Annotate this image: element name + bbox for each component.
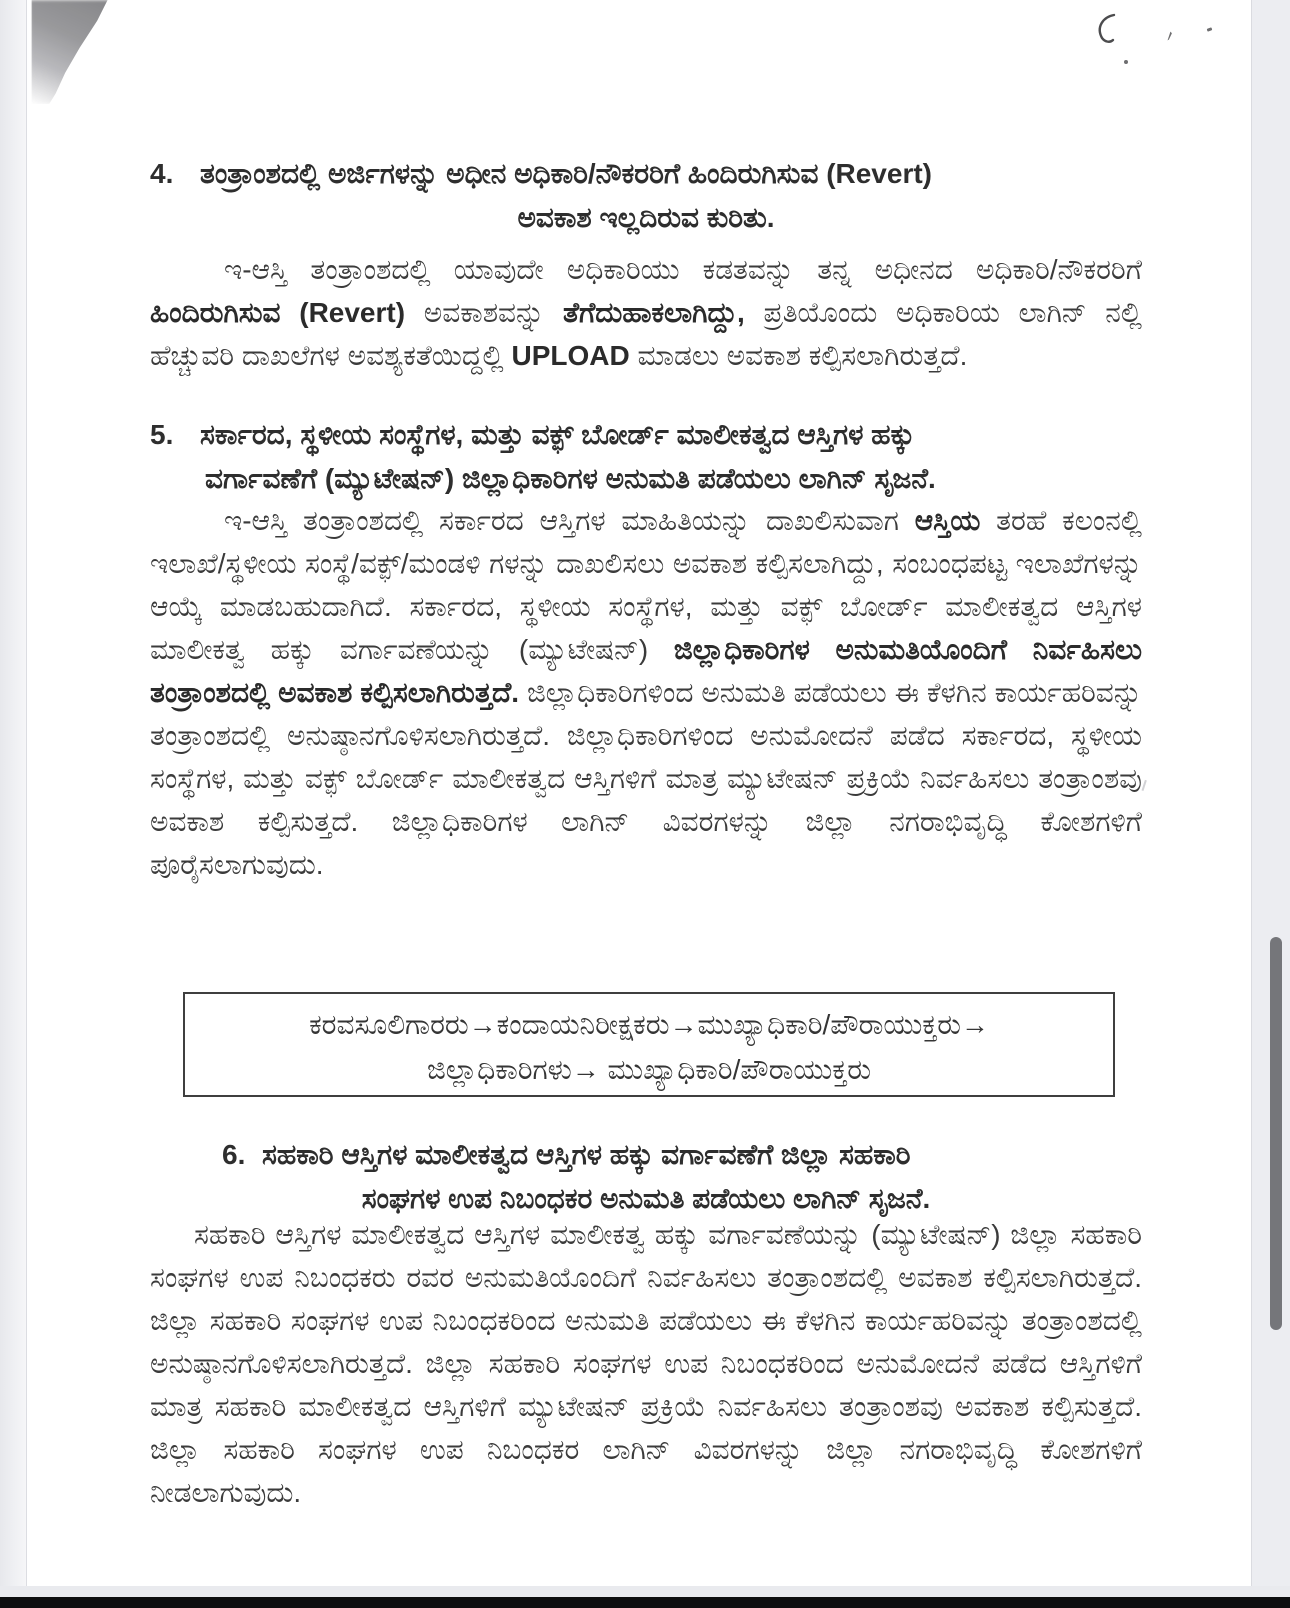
item-4-number: 4.: [150, 158, 174, 189]
item-5-heading-text: ಸರ್ಕಾರದ, ಸ್ಥಳೀಯ ಸಂಸ್ಥೆಗಳ, ಮತ್ತು ವಕ್ಫ್ ಬೋರ್ಡ್ ಮಾಲೀಕತ್ವದ ಆಸ್ತಿಗಳ ಹಕ್ಕು: [200, 419, 915, 450]
workflow-line-1: ಕರವಸೂಲಿಗಾರರು→ಕಂದಾಯನಿರೀಕ್ಷಕರು→ಮುಖ್ಯಾಧಿಕಾರಿ/ಪೌರಾಯುಕ್ತರು→: [309, 1009, 989, 1040]
text-segment: UPLOAD: [511, 340, 630, 371]
item-4-heading-line1: [150, 152, 1142, 196]
text-segment: ತೆಗೆದುಹಾಕಲಾಗಿದ್ದು,: [563, 297, 745, 328]
item-4-paragraph: [150, 248, 1142, 377]
pen-scribble-c-icon: [1094, 12, 1120, 48]
item-6-heading: [150, 1133, 1142, 1221]
text-segment: ಅವಕಾಶವನ್ನು: [423, 297, 563, 328]
text-segment: ತರಹೆ ಕಲಂನಲ್ಲಿ ಇಲಾಖೆ/ಸ್ಥಳೀಯ ಸಂಸ್ಥೆ/ವಕ್ಫ್/ಮಂಡಳಿ ಗಳನ್ನು ದಾಖಲಿಸಲು ಅವಕಾಶ ಕಲ್ಪಿಸಲಾಗಿದ್ದು, ಸಂಬಂಧಪಟ್ಟ ಇಲಾಖೆಗಳನ್ನು ಆಯ್ಕೆ ಮಾಡಬಹುದಾಗಿದೆ. ಸರ್ಕಾರದ, ಸ್ಥಳೀಯ ಸಂಸ್ಥೆಗಳ, ಮತ್ತು ವಕ್ಫ್ ಬೋರ್ಡ್ ಮಾಲೀಕತ್ವದ ಆಸ್ತಿಗಳ ಮಾಲೀಕತ್ವ ಹಕ್ಕು ವರ್ಗಾವಣೆಯನ್ನು (ಮ್ಯುಟೇಷನ್): [150, 505, 1142, 665]
item-4-heading-text: ತಂತ್ರಾಂಶದಲ್ಲಿ ಅರ್ಜಿಗಳನ್ನು ಅಧೀನ ಅಧಿಕಾರಿ/ನೌಕರರಿಗೆ ಹಿಂದಿರುಗಿಸುವ (Revert): [200, 158, 933, 189]
item-5-heading-line1: [150, 413, 1142, 457]
item-6-heading-line1: [222, 1133, 1142, 1177]
item-5-heading: [150, 413, 1142, 501]
scrollbar-thumb[interactable]: [1270, 937, 1282, 1330]
text-segment: ಇ-ಆಸ್ತಿ ತಂತ್ರಾಂಶದಲ್ಲಿ ಸರ್ಕಾರದ ಆಸ್ತಿಗಳ ಮಾಹಿತಿಯನ್ನು ದಾಖಲಿಸುವಾಗ: [224, 505, 915, 536]
text-segment: ಜಿಲ್ಲಾಧಿಕಾರಿಗಳ ಅನುಮತಿಯೊಂದಿಗೆ ನಿರ್ವಹಿಸಲು ತಂತ್ರಾಂಶದಲ್ಲಿ ಅವಕಾಶ ಕಲ್ಪಿಸಲಾಗಿರುತ್ತದೆ.: [150, 634, 1142, 708]
document-page: [27, 0, 1251, 1586]
item-5-heading-line2: ವರ್ಗಾವಣೆಗೆ (ಮ್ಯುಟೇಷನ್) ಜಿಲ್ಲಾಧಿಕಾರಿಗಳ ಅನುಮತಿ ಪಡೆಯಲು ಲಾಗಿನ್ ಸೃಜನೆ.: [205, 463, 936, 494]
scrollbar-track[interactable]: [1251, 0, 1290, 1608]
left-margin-gutter: [0, 0, 27, 1608]
item-5-number: 5.: [150, 419, 174, 450]
ink-dot-icon: [1124, 60, 1128, 64]
text-segment: ಹಿಂದಿರುಗಿಸುವ (Revert): [150, 297, 424, 328]
item-6-number: 6.: [222, 1139, 246, 1170]
item-4-heading: [150, 152, 1142, 240]
text-segment: ಪ್ರತಿಯೊಂದು ಅಧಿಕಾರಿಯ ಲಾಗಿನ್ ನಲ್ಲಿ ಹೆಚ್ಚುವರಿ ದಾಖಲೆಗಳ ಅವಶ್ಯಕತೆಯಿದ್ದಲ್ಲಿ: [150, 297, 1142, 371]
text-segment: ಇ-ಆಸ್ತಿ ತಂತ್ರಾಂಶದಲ್ಲಿ ಯಾವುದೇ ಅಧಿಕಾರಿಯು ಕಡತವನ್ನು ತನ್ನ ಅಧೀನದ ಅಧಿಕಾರಿ/ನೌಕರರಿಗೆ: [224, 254, 1142, 285]
workflow-line-2: ಜಿಲ್ಲಾಧಿಕಾರಿಗಳು→ ಮುಖ್ಯಾಧಿಕಾರಿ/ಪೌರಾಯುಕ್ತರು: [426, 1054, 872, 1085]
item-4-heading-line2: ಅವಕಾಶ ಇಲ್ಲದಿರುವ ಕುರಿತು.: [517, 202, 775, 233]
item-5-paragraph: [150, 499, 1142, 886]
text-segment: ಮಾಡಲು ಅವಕಾಶ ಕಲ್ಪಿಸಲಾಗಿರುತ್ತದೆ.: [629, 340, 968, 371]
text-segment: ಆಸ್ತಿಯ: [914, 505, 981, 536]
item-6-heading-text: ಸಹಕಾರಿ ಆಸ್ತಿಗಳ ಮಾಲೀಕತ್ವದ ಆಸ್ತಿಗಳ ಹಕ್ಕು ವರ್ಗಾವಣೆಗೆ ಜಿಲ್ಲಾ ಸಹಕಾರಿ: [262, 1139, 911, 1170]
text-segment: ಸಹಕಾರಿ ಆಸ್ತಿಗಳ ಮಾಲೀಕತ್ವದ ಆಸ್ತಿಗಳ ಮಾಲೀಕತ್ವ ಹಕ್ಕು ವರ್ಗಾವಣೆಯನ್ನು (ಮ್ಯುಟೇಷನ್) ಜಿಲ್ಲಾ ಸಹಕಾರಿ ಸಂಘಗಳ ಉಪ ನಿಬಂಧಕರು ರವರ ಅನುಮತಿಯೊಂದಿಗೆ ನಿರ್ವಹಿಸಲು ತಂತ್ರಾಂಶದಲ್ಲಿ ಅವಕಾಶ ಕಲ್ಪಿಸಲಾಗಿರುತ್ತದೆ. ಜಿಲ್ಲಾ ಸಹಕಾರಿ ಸಂಘಗಳ ಉಪ ನಿಬಂಧಕರಿಂದ ಅನುಮತಿ ಪಡೆಯಲು ಈ ಕೆಳಗಿನ ಕಾರ್ಯಹರಿವನ್ನು ತಂತ್ರಾಂಶದಲ್ಲಿ ಅನುಷ್ಠಾನಗೊಳಿಸಲಾಗಿರುತ್ತದೆ. ಜಿಲ್ಲಾ ಸಹಕಾರಿ ಸಂಘಗಳ ಉಪ ನಿಬಂಧಕರಿಂದ ಅನುಮೋದನೆ ಪಡೆದ ಆಸ್ತಿಗಳಿಗೆ ಮಾತ್ರ ಸಹಕಾರಿ ಮಾಲೀಕತ್ವದ ಆಸ್ತಿಗಳಿಗೆ ಮ್ಯುಟೇಷನ್ ಪ್ರಕ್ರಿಯೆ ನಿರ್ವಹಿಸಲು ತಂತ್ರಾಂಶವು ಅವಕಾಶ ಕಲ್ಪಿಸುತ್ತದೆ. ಜಿಲ್ಲಾ ಸಹಕಾರಿ ಸಂಘಗಳ ಉಪ ನಿಬಂಧಕರ ಲಾಗಿನ್ ವಿವರಗಳನ್ನು ಜಿಲ್ಲಾ ನಗರಾಭಿವೃದ್ಧಿ ಕೋಶಗಳಿಗೆ ನೀಡಲಾಗುವುದು.: [150, 1219, 1142, 1508]
item-6-heading-line2: ಸಂಘಗಳ ಉಪ ನಿಬಂಧಕರ ಅನುಮತಿ ಪಡೆಯಲು ಲಾಗಿನ್ ಸೃಜನೆ.: [361, 1183, 931, 1214]
workflow-box: [183, 992, 1115, 1097]
bottom-system-bar: [0, 1597, 1290, 1608]
text-segment: ಜಿಲ್ಲಾಧಿಕಾರಿಗಳಿಂದ ಅನುಮತಿ ಪಡೆಯಲು ಈ ಕೆಳಗಿನ ಕಾರ್ಯಹರಿವನ್ನು ತಂತ್ರಾಂಶದಲ್ಲಿ ಅನುಷ್ಠಾನಗೊಳಿಸಲಾಗಿರುತ್ತದೆ. ಜಿಲ್ಲಾಧಿಕಾರಿಗಳಿಂದ ಅನುಮೋದನೆ ಪಡೆದ ಸರ್ಕಾರದ, ಸ್ಥಳೀಯ ಸಂಸ್ಥೆಗಳ, ಮತ್ತು ವಕ್ಫ್ ಬೋರ್ಡ್ ಮಾಲೀಕತ್ವದ ಆಸ್ತಿಗಳಿಗೆ ಮಾತ್ರ ಮ್ಯುಟೇಷನ್ ಪ್ರಕ್ರಿಯೆ ನಿರ್ವಹಿಸಲು ತಂತ್ರಾಂಶವು ಅವಕಾಶ ಕಲ್ಪಿಸುತ್ತದೆ. ಜಿಲ್ಲಾಧಿಕಾರಿಗಳ ಲಾಗಿನ್ ವಿವರಗಳನ್ನು ಜಿಲ್ಲಾ ನಗರಾಭಿವೃದ್ಧಿ ಕೋಶಗಳಿಗೆ ಪೂರೈಸಲಾಗುವುದು.: [150, 677, 1142, 880]
item-6-paragraph: [150, 1213, 1142, 1514]
